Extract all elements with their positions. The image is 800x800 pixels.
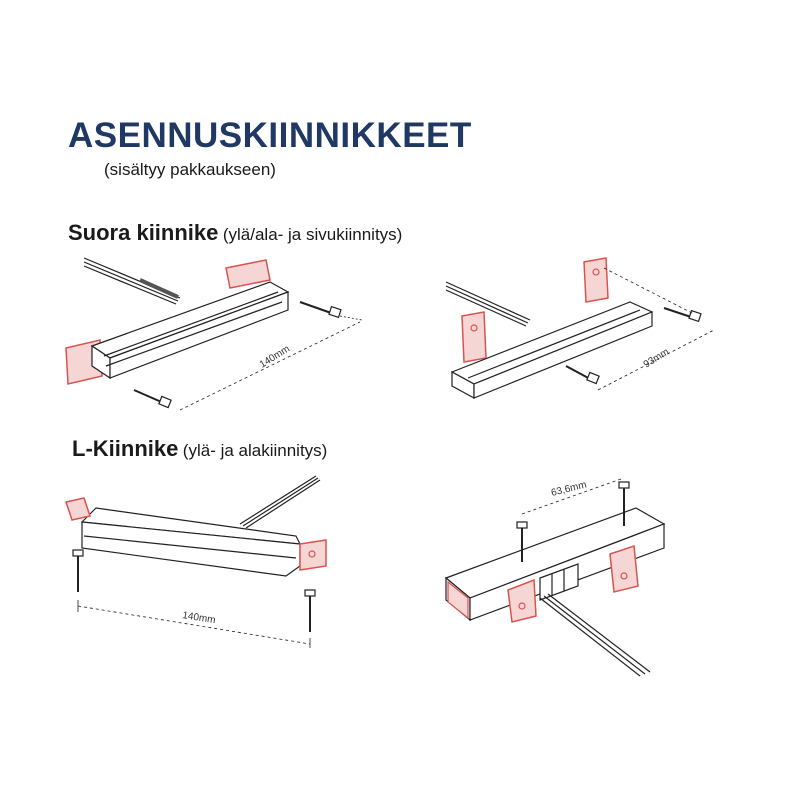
dimension-label: 63,6mm bbox=[550, 479, 588, 499]
cable-icon bbox=[446, 282, 530, 326]
screw-icon bbox=[664, 308, 701, 321]
dimension-label: 140mm bbox=[257, 343, 292, 371]
mounting-clip-icon bbox=[584, 258, 608, 302]
dimension-label: 140mm bbox=[181, 610, 217, 627]
section-heading: Suora kiinnike bbox=[68, 220, 219, 245]
page-subtitle: (sisältyy pakkaukseen) bbox=[104, 160, 276, 179]
screw-icon bbox=[300, 302, 341, 317]
mounting-clip-icon bbox=[462, 312, 486, 362]
cable-icon bbox=[540, 594, 650, 676]
dimension-label: 93mm bbox=[641, 346, 672, 371]
screw-icon bbox=[73, 550, 83, 592]
cable-icon bbox=[240, 476, 320, 528]
figure-straight-top-mount bbox=[66, 258, 362, 410]
figure-straight-side-mount bbox=[446, 258, 714, 398]
section-note: (ylä- ja alakiinnitys) bbox=[182, 441, 328, 460]
page-title: ASENNUSKIINNIKKEET bbox=[68, 116, 472, 155]
mounting-clip-icon bbox=[610, 546, 638, 592]
screw-icon bbox=[305, 590, 315, 632]
mounting-clip-icon bbox=[66, 498, 90, 520]
cable-icon bbox=[84, 258, 180, 304]
screw-icon bbox=[566, 366, 599, 384]
section-heading: L-Kiinnike bbox=[72, 436, 179, 461]
figure-l-bracket-underside bbox=[446, 478, 664, 676]
section-note: (ylä/ala- ja sivukiinnitys) bbox=[222, 225, 403, 244]
screw-icon bbox=[134, 390, 171, 408]
mounting-clip-icon bbox=[300, 540, 326, 570]
